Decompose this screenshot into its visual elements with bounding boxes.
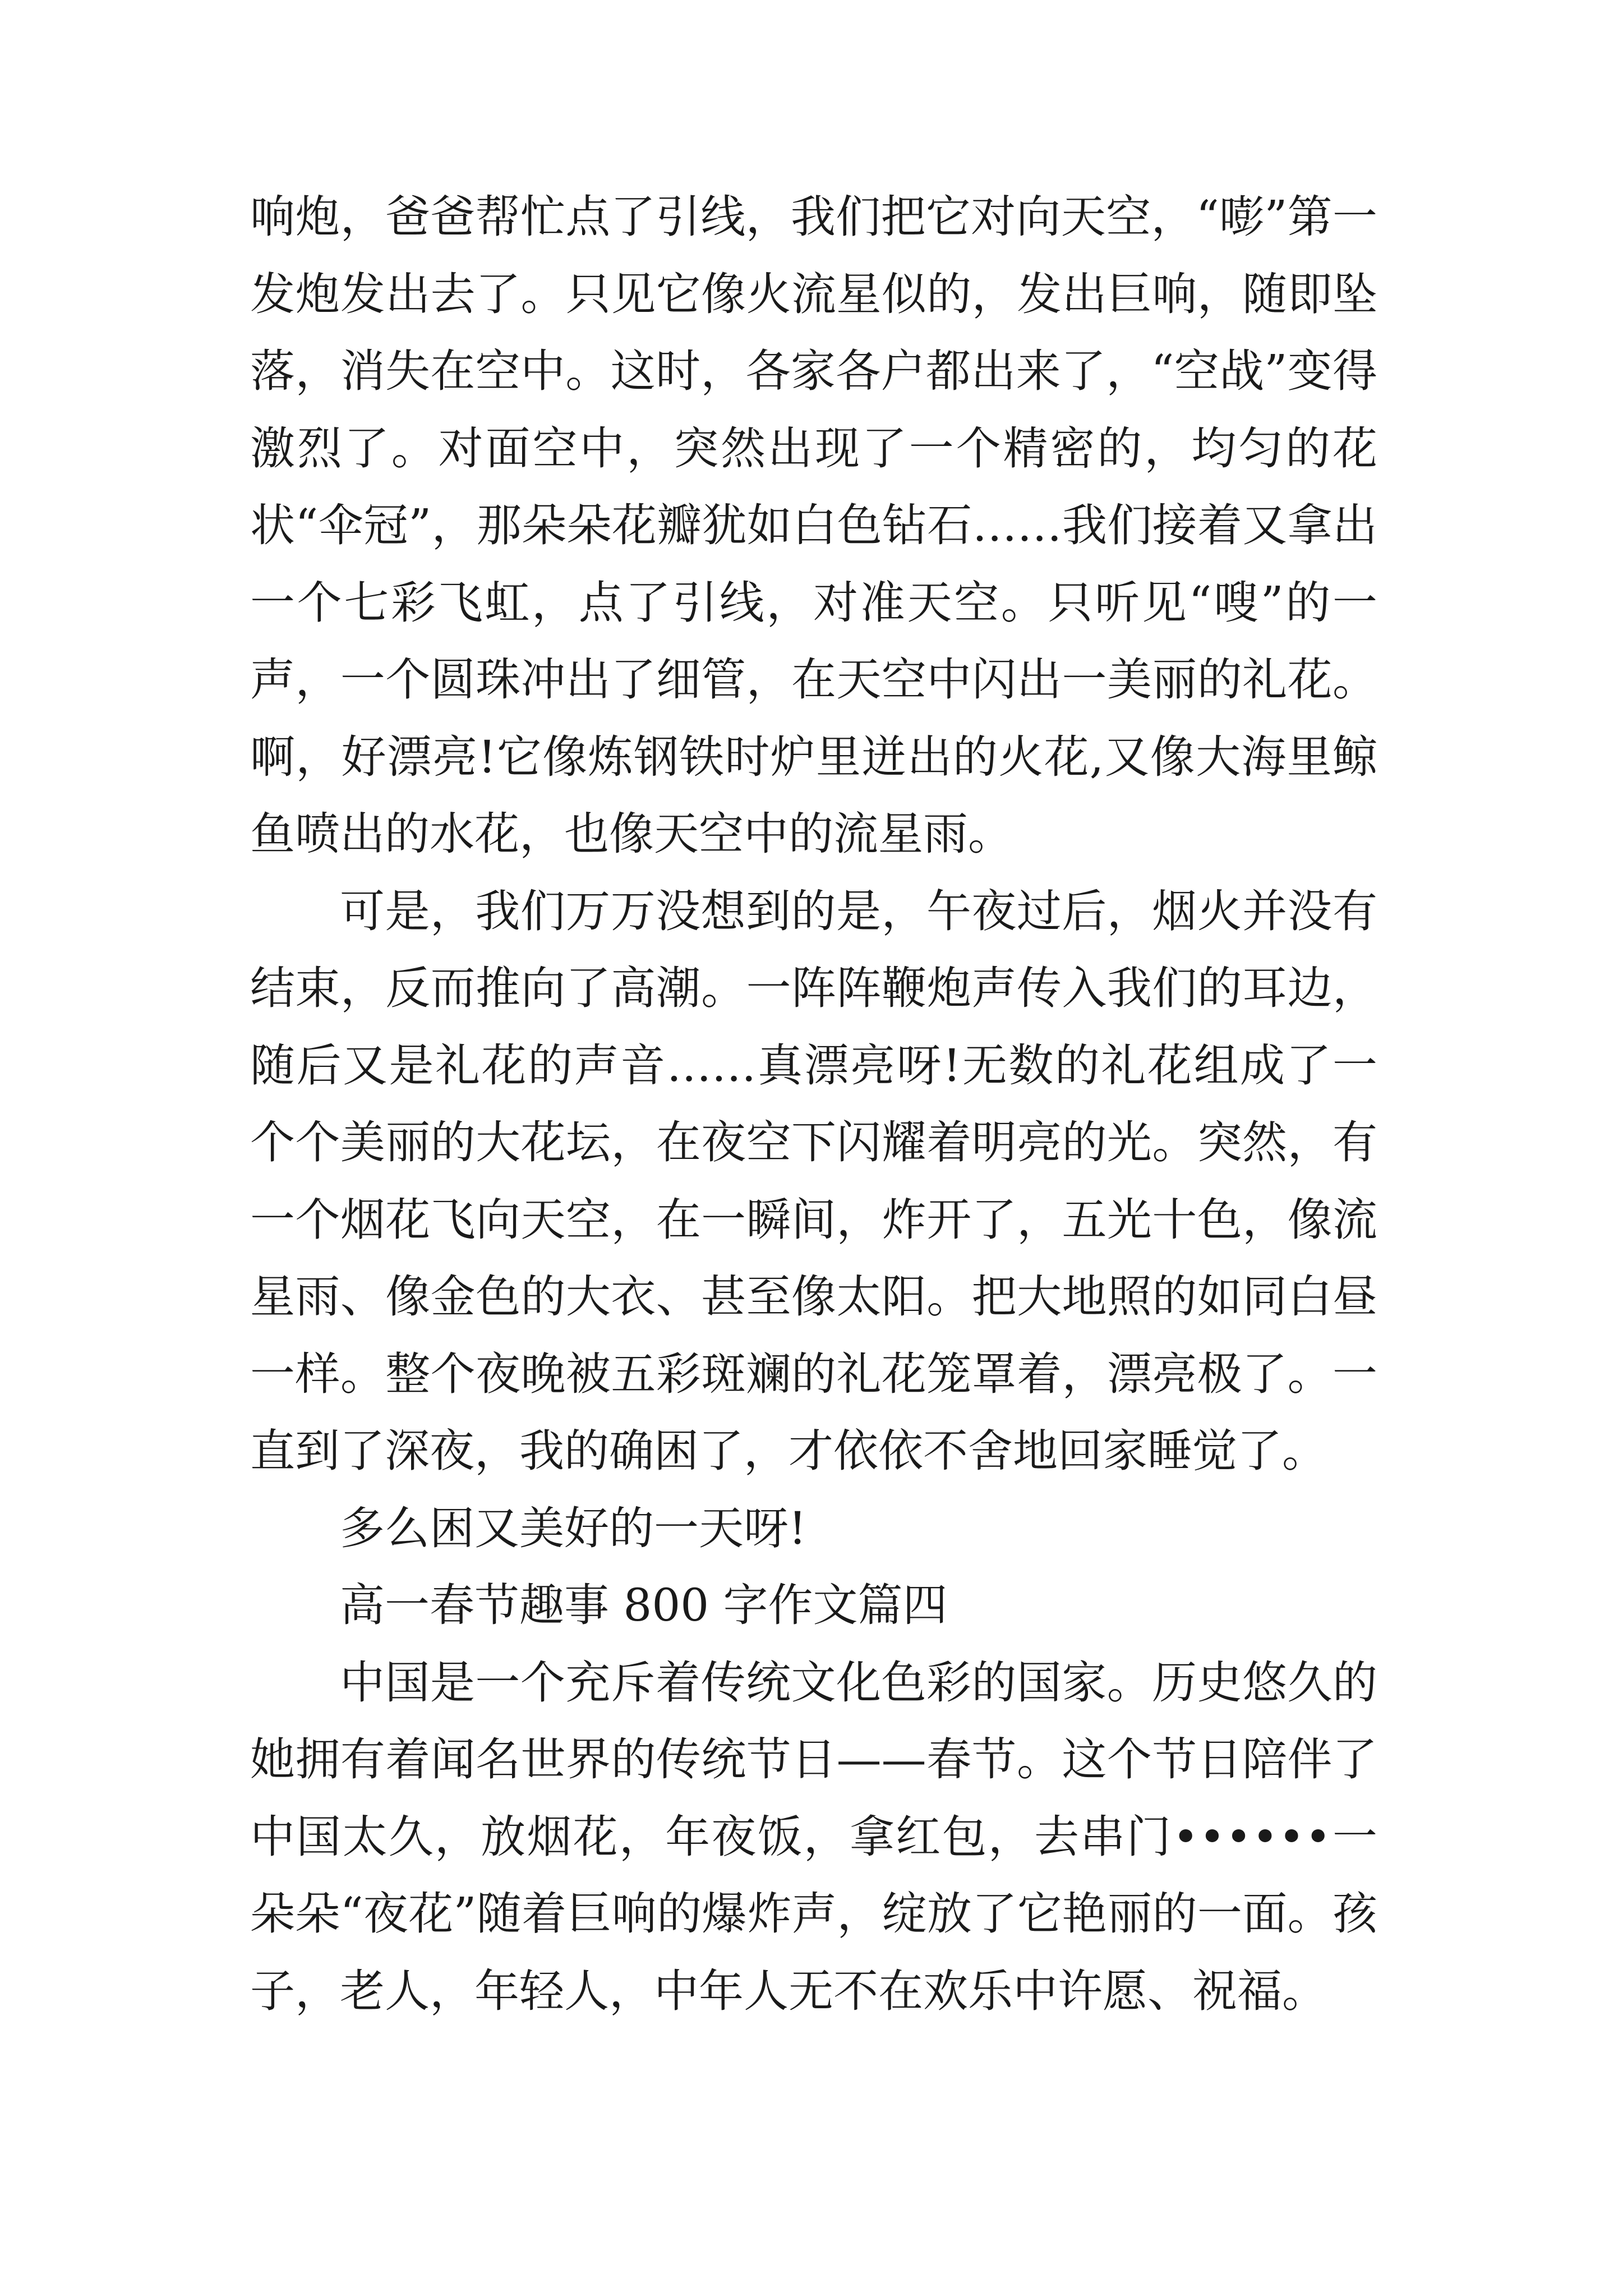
paragraph-fireworks-first-launch: 响炮，爸爸帮忙点了引线，我们把它对向天空，“嘭”第一发炮发出去了。只见它像火流星似的，发出巨响，随即坠落，消失在空中。这时，各家各户都出来了，“空战”变得激烈了。对面空中，突然出现了一个精密的，均匀的花状“伞冠”，那朵朵花瓣犹如白色钻石……我们接着又拿出一个七彩飞虹，点了引线，对准天空。只听见“嗖”的一声，一个圆珠冲出了细管，在天空中闪出一美丽的礼花。啊，好漂亮!它像炼钢铁时炉里迸出的火花,又像大海里鲸鱼喷出的水花，也像天空中的流星雨。: [250, 191, 1377, 860]
paragraph-spring-festival-intro: 中国是一个充斥着传统文化色彩的国家。历史悠久的她拥有着闻名世界的传统节日——春节。这个节日陪伴了中国太久，放烟花，年夜饭，拿红包，去串门••••••一朵朵“夜花”随着巨响的爆炸声，绽放了它艳丽的一面。孩子，老人，年轻人，中年人无不在欢乐中许愿、祝福。: [250, 1656, 1377, 2017]
document-body: [250, 178, 1377, 2030]
paragraph-after-midnight: 可是，我们万万没想到的是，午夜过后，烟火并没有结束，反而推向了高潮。一阵阵鞭炮声传入我们的耳边，随后又是礼花的声音……真漂亮呀!无数的礼花组成了一个个美丽的大花坛，在夜空下闪耀着明亮的光。突然，有一个烟花飞向天空，在一瞬间，炸开了，五光十色，像流星雨、像金色的大衣、甚至像太阳。把大地照的如同白昼一样。整个夜晚被五彩斑斓的礼花笼罩着，漂亮极了。一直到了深夜，我的确困了，才依依不舍地回家睡觉了。: [250, 885, 1377, 1477]
essay-heading-part-four: 高一春节趣事 800 字作文篇四: [340, 1579, 948, 1631]
paragraph-closing-remark: 多么困又美好的一天呀!: [340, 1502, 807, 1554]
